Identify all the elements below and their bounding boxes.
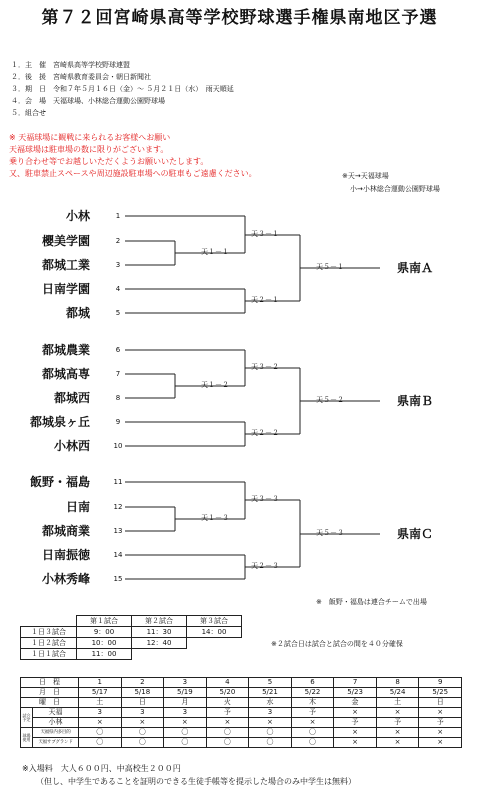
table-header-cell: 第２試合 <box>132 616 187 627</box>
match-label: 天１－３ <box>201 514 229 522</box>
match-label: 天３－２ <box>251 363 279 371</box>
team-name: 都城農業 <box>41 343 90 357</box>
match-label: 天１－１ <box>201 248 229 256</box>
venue-legend-kobayashi: 小→小林総合運動公園野球場 <box>350 185 440 193</box>
table-cell: 〇 <box>291 728 334 738</box>
table-row <box>21 708 462 718</box>
table-cell: １日２試合 <box>21 638 77 649</box>
table-cell: 木 <box>291 698 334 708</box>
group-winner-slot: 県南Ｂ <box>397 394 434 408</box>
team-name: 都城泉ヶ丘 <box>29 415 90 429</box>
table-header-cell: 4 <box>206 678 249 688</box>
table-cell: 〇 <box>121 728 164 738</box>
table-header-cell: 6 <box>291 678 334 688</box>
table-row <box>21 638 242 649</box>
table-cell: 〇 <box>206 738 249 748</box>
table-cell: 10：00 <box>77 638 132 649</box>
table-cell: 3 <box>164 708 207 718</box>
table-cell: × <box>419 708 462 718</box>
match-label: 天５－３ <box>316 529 344 537</box>
table-cell: 〇 <box>79 738 122 748</box>
table-cell: 5/20 <box>206 688 249 698</box>
schedule-table <box>20 677 462 748</box>
team-name: 小林秀峰 <box>41 572 90 586</box>
group-winner-slot: 県南Ａ <box>397 261 434 275</box>
table-corner-cell <box>21 616 77 627</box>
match-label: 天５－１ <box>316 263 344 271</box>
team-number: 13 <box>113 527 123 535</box>
table-cell: 予 <box>206 708 249 718</box>
table-cell: 14：00 <box>187 627 242 638</box>
team-name: 日南 <box>65 500 90 514</box>
team-number: 7 <box>115 370 121 378</box>
parking-notice-line-3: 乗り合わせ等でお越しいただくようお願いいたします。 <box>9 157 209 166</box>
team-number: 10 <box>113 442 123 450</box>
team-number: 15 <box>113 575 123 583</box>
table-cell: 曜 日 <box>21 698 79 708</box>
table-cell: 〇 <box>164 728 207 738</box>
match-label: 天３－３ <box>251 495 279 503</box>
table-cell: 5/22 <box>291 688 334 698</box>
table-cell: 〇 <box>249 738 292 748</box>
match-label: 天１－２ <box>201 381 229 389</box>
side-label: 試合予定 <box>21 708 33 728</box>
match-label: 天５－２ <box>316 396 344 404</box>
table-row <box>21 627 242 638</box>
table-cell: 土 <box>79 698 122 708</box>
info-bracket-heading: ５．組合せ <box>11 109 46 117</box>
table-cell: 11：30 <box>132 627 187 638</box>
table-cell: １日１試合 <box>21 649 77 660</box>
admission-fee-exception: （但し、中学生であることを証明のできる生徒手帳等を提示した場合のみ中学生は無料） <box>36 777 356 786</box>
table-header-cell: 2 <box>121 678 164 688</box>
team-number: 12 <box>113 503 123 511</box>
table-row <box>21 728 462 738</box>
team-number: 8 <box>115 394 121 402</box>
table-cell: 9：00 <box>77 627 132 638</box>
table-cell: 日 <box>121 698 164 708</box>
joint-team-note: ※ 飯野・福島は連合チームで出場 <box>316 598 427 606</box>
table-cell: 〇 <box>79 728 122 738</box>
table-cell: × <box>206 718 249 728</box>
table-cell: × <box>164 718 207 728</box>
team-number: 2 <box>115 237 121 245</box>
table-row <box>21 649 242 660</box>
table-row <box>21 718 462 728</box>
schedule-day-row <box>21 698 462 708</box>
table-cell: 5/24 <box>376 688 419 698</box>
table-cell: 予 <box>419 718 462 728</box>
team-number: 5 <box>115 309 121 317</box>
table-cell: × <box>334 738 377 748</box>
table-cell: × <box>419 738 462 748</box>
parking-notice-line-4: 又、駐車禁止スペースや周辺施設駐車場への駐車もご遠慮ください。 <box>9 169 257 178</box>
table-cell: 3 <box>249 708 292 718</box>
table-cell: 12：40 <box>132 638 187 649</box>
table-cell: 〇 <box>121 738 164 748</box>
table-cell: 〇 <box>164 738 207 748</box>
match-label: 天２－３ <box>251 562 279 570</box>
team-name: 櫻美学園 <box>41 234 90 248</box>
team-name: 日南学園 <box>41 282 90 296</box>
match-label: 天２－２ <box>251 429 279 437</box>
team-number: 14 <box>113 551 123 559</box>
table-cell: 土 <box>376 698 419 708</box>
table-header-cell: 日 程 <box>21 678 79 688</box>
table-cell: × <box>121 718 164 728</box>
team-name: 小林 <box>65 209 90 223</box>
table-row <box>21 738 462 748</box>
match-label: 天３－１ <box>251 230 279 238</box>
table-cell <box>187 638 242 649</box>
table-header-cell: 第１試合 <box>77 616 132 627</box>
team-number: 1 <box>115 212 121 220</box>
team-name: 都城西 <box>53 391 90 405</box>
table-cell: 〇 <box>249 728 292 738</box>
team-name: 都城商業 <box>41 524 90 538</box>
table-cell: 月 <box>164 698 207 708</box>
table-cell: 月 日 <box>21 688 79 698</box>
table-cell: 小林 <box>33 718 79 728</box>
venue-legend-tenpuku: ※天→天福球場 <box>342 172 389 180</box>
table-cell: １日３試合 <box>21 627 77 638</box>
interval-note: ※２試合日は試合と試合の間を４０分確保 <box>271 640 403 648</box>
team-number: 6 <box>115 346 121 354</box>
table-header-cell: 8 <box>376 678 419 688</box>
table-cell <box>132 649 187 660</box>
table-cell: 5/17 <box>79 688 122 698</box>
table-cell: × <box>291 718 334 728</box>
table-cell: × <box>79 718 122 728</box>
info-sponsor: ２．後 援 宮崎県教育委員会・朝日新聞社 <box>11 73 151 81</box>
match-label: 天２－１ <box>251 296 279 304</box>
table-header-cell: 3 <box>164 678 207 688</box>
table-cell: 予 <box>291 708 334 718</box>
table-cell: 11：00 <box>77 649 132 660</box>
team-name: 都城高専 <box>41 367 90 381</box>
table-cell: × <box>376 708 419 718</box>
table-cell: 水 <box>249 698 292 708</box>
side-label: 球場使用 <box>21 728 33 748</box>
team-name: 都城工業 <box>41 258 90 272</box>
page-title: 第７２回宮崎県高等学校野球選手権県南地区予選 <box>41 8 438 28</box>
table-cell: × <box>376 738 419 748</box>
table-header-row <box>21 616 242 627</box>
table-cell: 天福 <box>33 708 79 718</box>
table-header-cell: 5 <box>249 678 292 688</box>
table-cell: 予 <box>334 718 377 728</box>
table-cell: 5/18 <box>121 688 164 698</box>
info-organizer: １．主 催 宮崎県高等学校野球連盟 <box>11 61 130 69</box>
schedule-header-row <box>21 678 462 688</box>
table-cell: 金 <box>334 698 377 708</box>
table-cell: 天福サブグランド <box>33 738 79 748</box>
table-cell: 天福県内多目的 <box>33 728 79 738</box>
group-winner-slot: 県南Ｃ <box>397 527 434 541</box>
info-dates: ３．期 日 令和７年５月１６日（金）～ ５月２１日（水） 雨天順延 <box>11 85 234 93</box>
table-cell: 日 <box>419 698 462 708</box>
table-cell: 3 <box>79 708 122 718</box>
match-times-table <box>20 615 242 660</box>
table-header-cell: 9 <box>419 678 462 688</box>
parking-notice-line-2: 天福球場は駐車場の数に限りがございます。 <box>9 145 169 154</box>
admission-fee-note: ※入場料 大人６００円、中高校生２００円 <box>22 764 181 773</box>
table-cell: 5/21 <box>249 688 292 698</box>
info-venue: ４．会 場 天福球場、小林総合運動公園野球場 <box>11 97 165 105</box>
table-cell: 予 <box>376 718 419 728</box>
parking-notice-line-1: ※ 天福球場に観戦に来られるお客様へお願い <box>9 133 171 142</box>
table-cell: 5/25 <box>419 688 462 698</box>
table-cell: 5/23 <box>334 688 377 698</box>
table-header-cell: 第３試合 <box>187 616 242 627</box>
team-name: 都城 <box>65 306 90 320</box>
table-cell: × <box>334 728 377 738</box>
table-header-cell: 1 <box>79 678 122 688</box>
team-number: 4 <box>115 285 121 293</box>
team-number: 9 <box>115 418 121 426</box>
table-cell: × <box>419 728 462 738</box>
schedule-date-row <box>21 688 462 698</box>
table-cell <box>187 649 242 660</box>
table-cell: × <box>334 708 377 718</box>
table-header-cell: 7 <box>334 678 377 688</box>
team-number: 11 <box>113 478 123 486</box>
table-cell: × <box>376 728 419 738</box>
table-cell: 3 <box>121 708 164 718</box>
table-cell: × <box>249 718 292 728</box>
table-cell: 火 <box>206 698 249 708</box>
team-number: 3 <box>115 261 121 269</box>
table-cell: 5/19 <box>164 688 207 698</box>
team-name: 日南振徳 <box>41 548 90 562</box>
team-name: 飯野・福島 <box>29 475 90 489</box>
table-cell: 〇 <box>291 738 334 748</box>
team-name: 小林西 <box>53 439 90 453</box>
table-cell: 〇 <box>206 728 249 738</box>
